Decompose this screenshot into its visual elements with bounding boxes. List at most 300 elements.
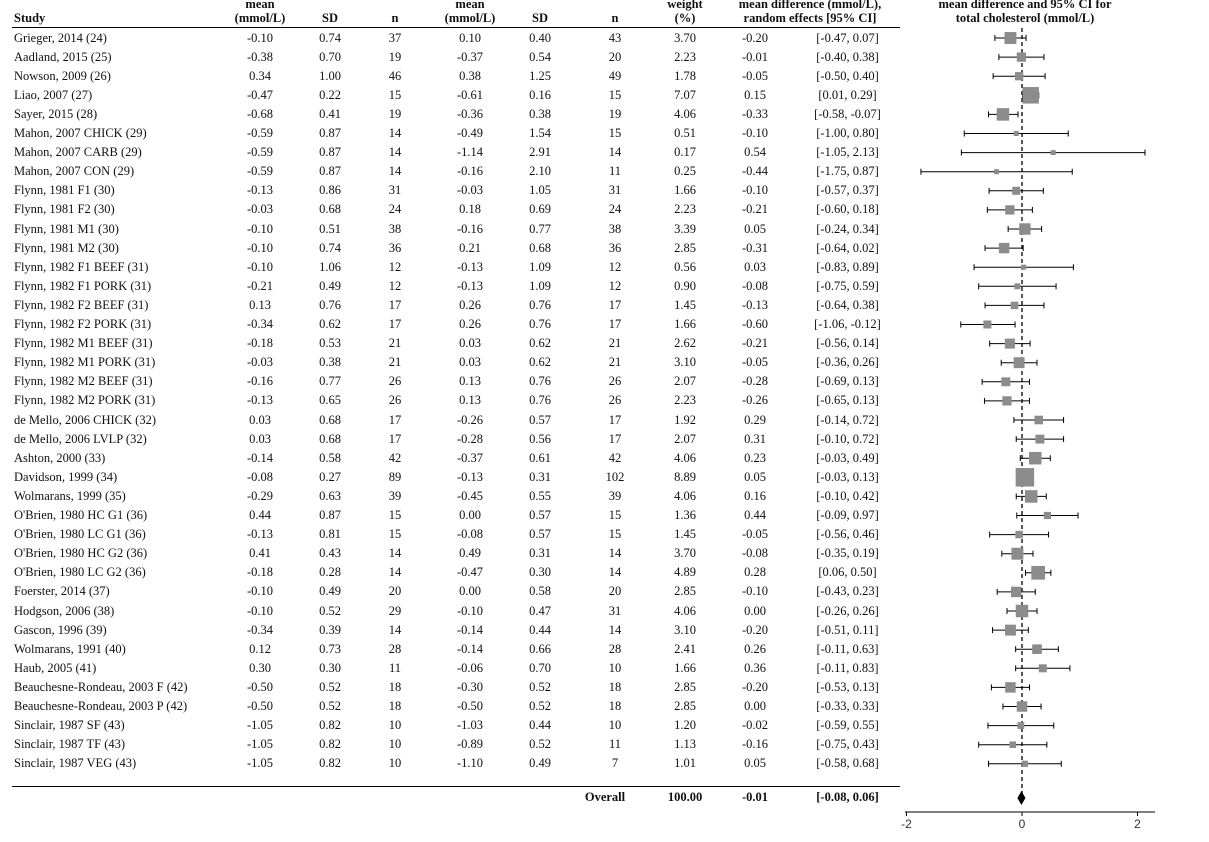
point-square <box>1025 490 1037 502</box>
study-name: Flynn, 1981 M1 (30) <box>14 221 119 236</box>
study-name: Gascon, 1996 (39) <box>14 622 107 637</box>
confidence-interval: [-0.40, 0.38] <box>816 49 879 64</box>
treatment-n: 31 <box>608 183 622 198</box>
control-n: 46 <box>388 68 402 83</box>
treatment-mean: -0.03 <box>456 183 484 198</box>
confidence-interval: [0.01, 0.29] <box>818 87 877 102</box>
overall-diamond <box>1017 791 1025 805</box>
treatment-n: 15 <box>608 87 622 102</box>
weight: 0.90 <box>674 278 696 293</box>
confidence-interval: [-0.35, 0.19] <box>816 546 879 561</box>
control-n: 18 <box>388 679 402 694</box>
header-ctrl-mean-line1: mean <box>245 0 275 11</box>
control-sd: 0.73 <box>319 641 341 656</box>
treatment-mean: -0.13 <box>456 469 484 484</box>
weight: 4.06 <box>674 450 696 465</box>
control-sd: 0.76 <box>319 297 341 312</box>
weight: 2.23 <box>674 49 696 64</box>
point-square <box>997 108 1009 120</box>
confidence-interval: [-0.59, 0.55] <box>816 718 879 733</box>
study-name: Mahon, 2007 CON (29) <box>14 164 135 179</box>
treatment-mean: -0.50 <box>456 699 484 713</box>
control-sd: 0.38 <box>319 355 341 370</box>
weight: 4.06 <box>674 488 696 503</box>
study-name: Flynn, 1982 M2 BEEF (31) <box>14 374 153 389</box>
control-mean: -0.50 <box>246 699 274 713</box>
mean-difference: -0.08 <box>741 278 769 293</box>
header-trt-mean-line2: (mmol/L) <box>444 11 496 25</box>
weight: 1.45 <box>674 527 696 542</box>
treatment-n: 14 <box>608 565 622 580</box>
confidence-interval: [-0.60, 0.18] <box>816 202 879 217</box>
confidence-interval: [-0.03, 0.49] <box>816 450 879 465</box>
point-square <box>1032 644 1042 654</box>
mean-difference: 0.28 <box>744 565 766 580</box>
control-n: 14 <box>388 622 402 637</box>
point-square <box>1014 357 1025 368</box>
control-mean: -0.50 <box>246 679 274 694</box>
control-sd: 0.68 <box>319 202 341 217</box>
treatment-mean: -0.89 <box>456 737 484 752</box>
study-name: Liao, 2007 (27) <box>14 87 93 102</box>
treatment-sd: 0.57 <box>529 527 551 542</box>
study-name: O'Brien, 1980 LC G1 (36) <box>14 527 146 542</box>
control-sd: 0.63 <box>319 488 341 503</box>
overall-label: Overall <box>584 790 626 804</box>
study-name: Mahon, 2007 CARB (29) <box>14 145 142 160</box>
mean-difference: 0.26 <box>744 641 766 656</box>
confidence-interval: [-0.11, 0.63] <box>816 641 879 656</box>
control-n: 17 <box>388 317 402 331</box>
control-sd: 0.22 <box>319 87 341 102</box>
treatment-sd: 0.57 <box>529 508 551 522</box>
confidence-interval: [-0.33, 0.33] <box>816 699 879 713</box>
point-square <box>1029 452 1041 464</box>
treatment-sd: 0.52 <box>529 699 551 713</box>
control-n: 28 <box>388 641 402 656</box>
study-name: Hodgson, 2006 (38) <box>14 603 115 618</box>
treatment-sd: 0.54 <box>529 49 551 64</box>
study-name: O'Brien, 1980 LC G2 (36) <box>14 565 146 580</box>
treatment-mean: -0.28 <box>456 431 484 446</box>
confidence-interval: [-0.75, 0.43] <box>816 737 879 752</box>
treatment-sd: 0.57 <box>529 412 551 427</box>
treatment-mean: 0.03 <box>459 336 481 351</box>
study-name: Beauchesne-Rondeau, 2003 F (42) <box>14 679 188 694</box>
control-mean: -0.10 <box>246 259 274 274</box>
control-mean: -0.10 <box>246 240 274 255</box>
treatment-mean: -0.14 <box>456 622 484 637</box>
treatment-n: 15 <box>608 508 622 522</box>
weight: 1.20 <box>674 718 696 733</box>
study-name: Grieger, 2014 (24) <box>14 30 107 45</box>
control-n: 24 <box>388 202 402 217</box>
mean-difference: -0.05 <box>741 68 769 83</box>
treatment-n: 31 <box>608 603 622 618</box>
control-n: 14 <box>388 546 402 561</box>
x-tick-label: 2 <box>1134 817 1141 831</box>
header-weight-line1: weight <box>667 0 703 11</box>
treatment-n: 24 <box>608 202 622 217</box>
weight: 0.51 <box>674 126 696 140</box>
confidence-interval: [-0.03, 0.13] <box>816 469 879 484</box>
study-name: Flynn, 1981 F2 (30) <box>14 202 115 217</box>
treatment-sd: 0.76 <box>529 374 551 389</box>
confidence-interval: [-0.69, 0.13] <box>816 374 879 389</box>
mean-difference: -0.08 <box>741 546 769 561</box>
study-name: Flynn, 1982 M2 PORK (31) <box>14 393 156 408</box>
study-name: Foerster, 2014 (37) <box>14 584 110 599</box>
control-sd: 0.30 <box>319 660 341 675</box>
control-mean: -0.10 <box>246 30 274 45</box>
control-sd: 0.87 <box>319 164 341 179</box>
control-n: 39 <box>388 488 402 503</box>
point-square <box>1015 72 1023 80</box>
treatment-sd: 2.91 <box>529 145 551 160</box>
mean-difference: -0.02 <box>741 718 769 733</box>
treatment-n: 12 <box>608 259 622 274</box>
control-n: 29 <box>388 603 402 618</box>
header-trt-mean-line1: mean <box>455 0 485 11</box>
study-name: Flynn, 1982 F1 BEEF (31) <box>14 259 149 274</box>
control-mean: -1.05 <box>246 737 274 752</box>
point-square <box>1039 664 1047 672</box>
treatment-n: 26 <box>608 374 622 389</box>
mean-difference: -0.21 <box>741 202 769 217</box>
confidence-interval: [-0.53, 0.13] <box>816 679 879 694</box>
header-ctrl-mean-line2: (mmol/L) <box>234 11 286 25</box>
confidence-interval: [-0.14, 0.72] <box>816 412 879 427</box>
control-sd: 0.52 <box>319 699 341 713</box>
mean-difference: -0.01 <box>741 49 769 64</box>
control-n: 89 <box>388 469 402 484</box>
treatment-mean: -0.16 <box>456 221 484 236</box>
control-n: 11 <box>388 660 402 675</box>
treatment-n: 14 <box>608 145 622 160</box>
mean-difference: -0.20 <box>741 622 769 637</box>
treatment-mean: -0.13 <box>456 278 484 293</box>
mean-difference: -0.26 <box>741 393 769 408</box>
header-ctrl-n: n <box>391 11 399 25</box>
weight: 2.23 <box>674 393 696 408</box>
treatment-mean: 0.26 <box>459 317 481 331</box>
weight: 2.62 <box>674 336 696 351</box>
x-tick-label: 0 <box>1018 817 1026 831</box>
mean-difference: -0.20 <box>741 679 769 694</box>
confidence-interval: [-0.47, 0.07] <box>816 30 879 45</box>
weight: 4.06 <box>674 603 696 618</box>
confidence-interval: [-0.09, 0.97] <box>816 508 879 522</box>
control-mean: -0.34 <box>246 622 274 637</box>
control-mean: -0.10 <box>246 584 274 599</box>
treatment-mean: -0.37 <box>456 450 484 465</box>
mean-difference: 0.44 <box>744 508 766 522</box>
control-n: 14 <box>388 565 402 580</box>
header-md-line1: mean difference (mmol/L), <box>738 0 882 11</box>
treatment-n: 20 <box>608 584 622 599</box>
control-mean: -1.05 <box>246 718 274 733</box>
study-name: Flynn, 1982 M1 PORK (31) <box>14 355 156 370</box>
confidence-interval: [-1.05, 2.13] <box>816 145 879 160</box>
treatment-mean: -0.14 <box>456 641 484 656</box>
header-study: Study <box>14 11 46 25</box>
study-name: Flynn, 1981 F1 (30) <box>14 183 115 198</box>
mean-difference: -0.33 <box>741 106 769 121</box>
point-square <box>1011 587 1021 597</box>
mean-difference: -0.60 <box>741 317 769 331</box>
control-mean: 0.03 <box>249 412 271 427</box>
control-sd: 0.68 <box>319 431 341 446</box>
weight: 1.01 <box>674 756 696 771</box>
confidence-interval: [-0.24, 0.34] <box>816 221 879 236</box>
mean-difference: -0.05 <box>741 355 769 370</box>
study-name: Flynn, 1981 M2 (30) <box>14 240 119 255</box>
treatment-mean: -1.10 <box>456 756 484 771</box>
treatment-sd: 1.54 <box>529 126 551 140</box>
mean-difference: 0.54 <box>744 145 766 160</box>
treatment-mean: 0.26 <box>459 297 481 312</box>
overall-ci: [-0.08, 0.06] <box>816 790 879 804</box>
control-mean: 0.44 <box>249 508 271 522</box>
study-name: Davidson, 1999 (34) <box>14 469 118 484</box>
treatment-n: 49 <box>608 68 622 83</box>
weight: 8.89 <box>674 469 696 484</box>
control-n: 21 <box>388 355 402 370</box>
weight: 1.92 <box>674 412 696 427</box>
treatment-n: 36 <box>608 240 622 255</box>
control-sd: 0.39 <box>319 622 341 637</box>
treatment-sd: 0.44 <box>529 718 551 733</box>
confidence-interval: [-0.75, 0.59] <box>816 278 879 293</box>
treatment-sd: 0.31 <box>529 469 551 484</box>
treatment-sd: 2.10 <box>529 164 551 179</box>
control-sd: 0.43 <box>319 546 341 561</box>
treatment-n: 17 <box>608 412 622 427</box>
control-n: 17 <box>388 412 402 427</box>
control-sd: 0.87 <box>319 508 341 522</box>
point-square <box>983 321 991 329</box>
treatment-sd: 0.30 <box>529 565 551 580</box>
confidence-interval: [-0.56, 0.46] <box>816 527 879 542</box>
control-sd: 0.49 <box>319 584 341 599</box>
treatment-mean: -0.45 <box>456 488 484 503</box>
mean-difference: -0.05 <box>741 527 769 542</box>
treatment-sd: 0.40 <box>529 30 551 45</box>
control-mean: -0.59 <box>246 126 274 140</box>
control-sd: 0.28 <box>319 565 341 580</box>
point-square <box>1016 605 1028 617</box>
treatment-mean: 0.10 <box>459 30 481 45</box>
treatment-mean: -0.26 <box>456 412 484 427</box>
control-n: 15 <box>388 527 402 542</box>
mean-difference: 0.23 <box>744 450 766 465</box>
weight: 3.70 <box>674 546 696 561</box>
mean-difference: -0.21 <box>741 336 769 351</box>
treatment-mean: 0.03 <box>459 355 481 370</box>
study-name: Beauchesne-Rondeau, 2003 P (42) <box>14 699 188 713</box>
treatment-n: 43 <box>608 30 622 45</box>
control-sd: 0.41 <box>319 106 341 121</box>
control-sd: 0.53 <box>319 336 341 351</box>
confidence-interval: [-0.10, 0.42] <box>816 488 879 503</box>
weight: 1.13 <box>674 737 696 752</box>
mean-difference: 0.05 <box>744 221 766 236</box>
confidence-interval: [-0.10, 0.72] <box>816 431 879 446</box>
control-mean: 0.41 <box>249 546 271 561</box>
control-mean: 0.34 <box>249 68 271 83</box>
study-name: Sinclair, 1987 TF (43) <box>14 737 126 752</box>
treatment-n: 20 <box>608 49 622 64</box>
confidence-interval: [-0.26, 0.26] <box>816 603 879 618</box>
control-sd: 0.87 <box>319 145 341 160</box>
control-sd: 0.68 <box>319 412 341 427</box>
treatment-sd: 0.16 <box>529 87 551 102</box>
control-n: 31 <box>388 183 402 198</box>
weight: 2.85 <box>674 584 696 599</box>
control-n: 10 <box>388 718 402 733</box>
control-sd: 0.65 <box>319 393 341 408</box>
control-n: 20 <box>388 584 402 599</box>
treatment-sd: 0.69 <box>529 202 551 217</box>
study-name: O'Brien, 1980 HC G2 (36) <box>14 546 148 561</box>
treatment-n: 17 <box>608 317 622 331</box>
treatment-sd: 0.52 <box>529 679 551 694</box>
treatment-n: 21 <box>608 355 622 370</box>
point-square <box>999 243 1009 253</box>
control-n: 15 <box>388 87 402 102</box>
control-sd: 0.81 <box>319 527 341 542</box>
control-n: 15 <box>388 508 402 522</box>
control-mean: -0.10 <box>246 603 274 618</box>
mean-difference: 0.31 <box>744 431 766 446</box>
confidence-interval: [-0.56, 0.14] <box>816 336 879 351</box>
control-n: 26 <box>388 374 402 389</box>
control-mean: -0.68 <box>246 106 274 121</box>
weight: 0.56 <box>674 259 696 274</box>
treatment-sd: 0.47 <box>529 603 551 618</box>
treatment-n: 18 <box>608 679 622 694</box>
control-sd: 0.87 <box>319 126 341 140</box>
treatment-n: 42 <box>608 450 622 465</box>
weight: 3.70 <box>674 30 696 45</box>
weight: 0.25 <box>674 164 696 179</box>
treatment-mean: -0.47 <box>456 565 484 580</box>
control-mean: -0.13 <box>246 183 274 198</box>
weight: 2.85 <box>674 699 696 713</box>
treatment-sd: 0.44 <box>529 622 551 637</box>
point-square <box>1015 531 1022 538</box>
control-sd: 0.70 <box>319 49 341 64</box>
treatment-n: 102 <box>605 469 625 484</box>
study-name: O'Brien, 1980 HC G1 (36) <box>14 508 148 522</box>
weight: 4.89 <box>674 565 696 580</box>
mean-difference: 0.05 <box>744 469 766 484</box>
control-mean: 0.12 <box>249 641 271 656</box>
control-sd: 0.77 <box>319 374 341 389</box>
control-mean: -0.34 <box>246 317 274 331</box>
control-sd: 0.62 <box>319 317 341 331</box>
weight: 2.07 <box>674 431 696 446</box>
treatment-n: 15 <box>608 527 622 542</box>
treatment-mean: -0.30 <box>456 679 484 694</box>
confidence-interval: [-1.75, 0.87] <box>816 164 879 179</box>
control-sd: 0.52 <box>319 679 341 694</box>
control-sd: 0.82 <box>319 737 341 752</box>
control-mean: -0.13 <box>246 393 274 408</box>
control-n: 17 <box>388 431 402 446</box>
mean-difference: -0.16 <box>741 737 769 752</box>
treatment-sd: 0.38 <box>529 106 551 121</box>
point-square <box>1034 416 1043 425</box>
point-square <box>1014 283 1020 289</box>
control-n: 12 <box>388 278 402 293</box>
treatment-n: 21 <box>608 336 622 351</box>
treatment-sd: 0.52 <box>529 737 551 752</box>
point-square <box>1016 468 1034 486</box>
mean-difference: 0.00 <box>744 603 766 618</box>
treatment-mean: 0.00 <box>459 584 481 599</box>
control-n: 26 <box>388 393 402 408</box>
control-mean: -0.03 <box>246 202 274 217</box>
treatment-n: 11 <box>608 737 622 752</box>
treatment-mean: 0.21 <box>459 240 481 255</box>
treatment-n: 17 <box>608 431 622 446</box>
control-mean: -0.16 <box>246 374 274 389</box>
confidence-interval: [-0.51, 0.11] <box>816 622 879 637</box>
point-square <box>1011 302 1018 309</box>
point-square <box>1031 566 1045 580</box>
control-sd: 0.52 <box>319 603 341 618</box>
treatment-mean: -1.03 <box>456 718 484 733</box>
treatment-sd: 0.66 <box>529 641 551 656</box>
treatment-n: 39 <box>608 488 622 503</box>
treatment-sd: 0.31 <box>529 546 551 561</box>
point-square <box>1044 512 1051 519</box>
overall-md: -0.01 <box>741 790 769 804</box>
point-square <box>1017 722 1024 729</box>
control-n: 17 <box>388 297 402 312</box>
point-square <box>1022 87 1038 103</box>
control-n: 42 <box>388 450 402 465</box>
control-mean: -0.21 <box>246 278 274 293</box>
weight: 2.23 <box>674 202 696 217</box>
treatment-n: 26 <box>608 393 622 408</box>
control-n: 12 <box>388 259 402 274</box>
weight: 1.66 <box>674 183 696 198</box>
header-ctrl-sd: SD <box>322 11 338 25</box>
mean-difference: 0.36 <box>744 660 766 675</box>
weight: 0.17 <box>674 145 696 160</box>
confidence-interval: [-0.36, 0.26] <box>816 355 879 370</box>
control-mean: 0.13 <box>249 297 271 312</box>
point-square <box>1035 435 1044 444</box>
study-name: Mahon, 2007 CHICK (29) <box>14 126 147 140</box>
mean-difference: 0.05 <box>744 756 766 771</box>
point-square <box>1009 741 1016 748</box>
treatment-n: 14 <box>608 546 622 561</box>
control-mean: -0.59 <box>246 164 274 179</box>
confidence-interval: [-0.65, 0.13] <box>816 393 879 408</box>
overall-weight: 100.00 <box>667 790 703 804</box>
control-mean: -0.10 <box>246 221 274 236</box>
control-n: 19 <box>388 49 402 64</box>
study-name: Aadland, 2015 (25) <box>14 49 112 64</box>
treatment-mean: -0.10 <box>456 603 484 618</box>
mean-difference: -0.20 <box>741 30 769 45</box>
treatment-mean: -0.36 <box>456 106 484 121</box>
confidence-interval: [-0.50, 0.40] <box>816 68 879 83</box>
point-square <box>1012 187 1020 195</box>
